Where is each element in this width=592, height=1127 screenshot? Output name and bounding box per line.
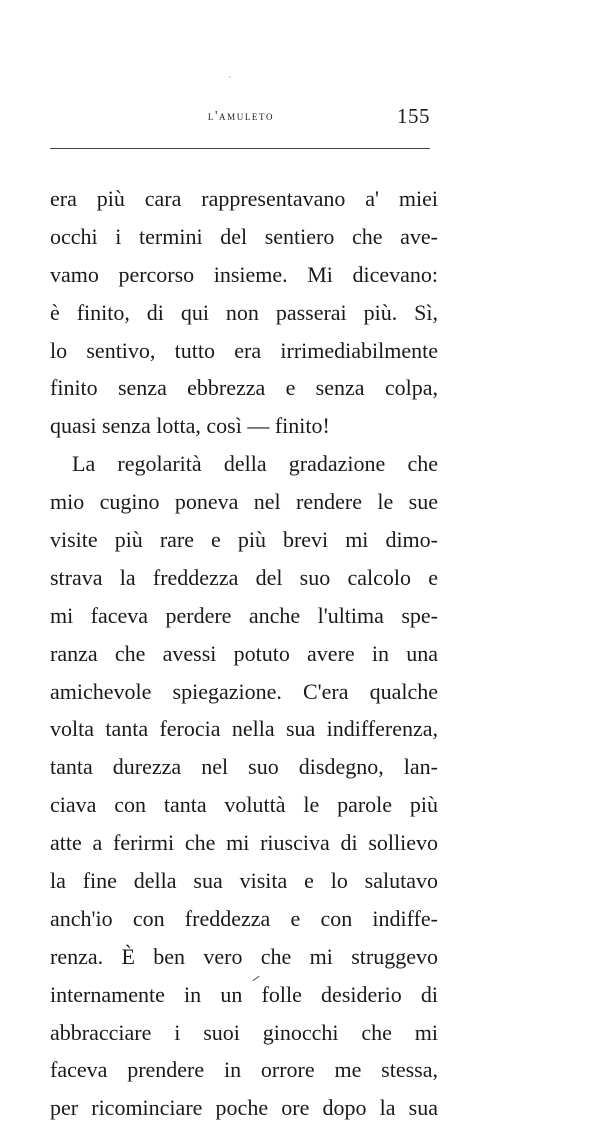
text-line: volta tanta ferocia nella sua indifferenza,: [50, 716, 438, 742]
paper-speck: [229, 76, 231, 78]
text-line: strava la freddezza del suo calcolo e: [50, 564, 438, 590]
text-line: è finito, di qui non passerai più. Sì,: [50, 299, 438, 325]
text-line: visite più rare e più brevi mi dimo-: [50, 527, 438, 553]
text-line: amichevole spiegazione. C'era qualche: [50, 678, 438, 704]
text-line: la fine della sua visita e lo salutavo: [50, 868, 438, 894]
text-line: mi faceva perdere anche l'ultima spe-: [50, 602, 438, 628]
running-head: [50, 104, 432, 134]
text-line: ranza che avessi potuto avere in una: [50, 640, 438, 666]
text-line: finito senza ebbrezza e senza colpa,: [50, 375, 438, 401]
text-line: abbracciare i suoi ginocchi che mi: [50, 1019, 438, 1045]
text-line: ciava con tanta voluttà le parole più: [50, 792, 438, 818]
text-line: anch'io con freddezza e con indiffe-: [50, 905, 438, 931]
text-line: lo sentivo, tutto era irrimediabilmente: [50, 337, 438, 363]
text-line: mio cugino poneva nel rendere le sue: [50, 489, 438, 515]
text-line: internamente in un folle desiderio di: [50, 981, 438, 1007]
text-line: faceva prendere in orrore me stessa,: [50, 1057, 438, 1083]
text-line: atte a ferirmi che mi riusciva di sollievo: [50, 830, 438, 856]
text-line: tanta durezza nel suo disdegno, lan-: [50, 754, 438, 780]
page-number: 155: [397, 104, 430, 128]
text-line: occhi i termini del sentiero che ave-: [50, 223, 438, 249]
running-title: l'amuleto: [207, 108, 275, 123]
text-line: per ricominciare poche ore dopo la sua: [50, 1095, 438, 1121]
paragraph-start-line: La regolarità della gradazione che: [72, 451, 438, 477]
header-rule: [50, 148, 430, 149]
text-line: era più cara rappresentavano a' miei: [50, 186, 438, 211]
body-text: [50, 180, 438, 1127]
text-line: vamo percorso insieme. Mi dicevano:: [50, 261, 438, 287]
text-line: renza. È ben vero che mi struggevo: [50, 943, 438, 969]
paragraph-end-line: quasi senza lotta, così — finito!: [50, 413, 330, 439]
